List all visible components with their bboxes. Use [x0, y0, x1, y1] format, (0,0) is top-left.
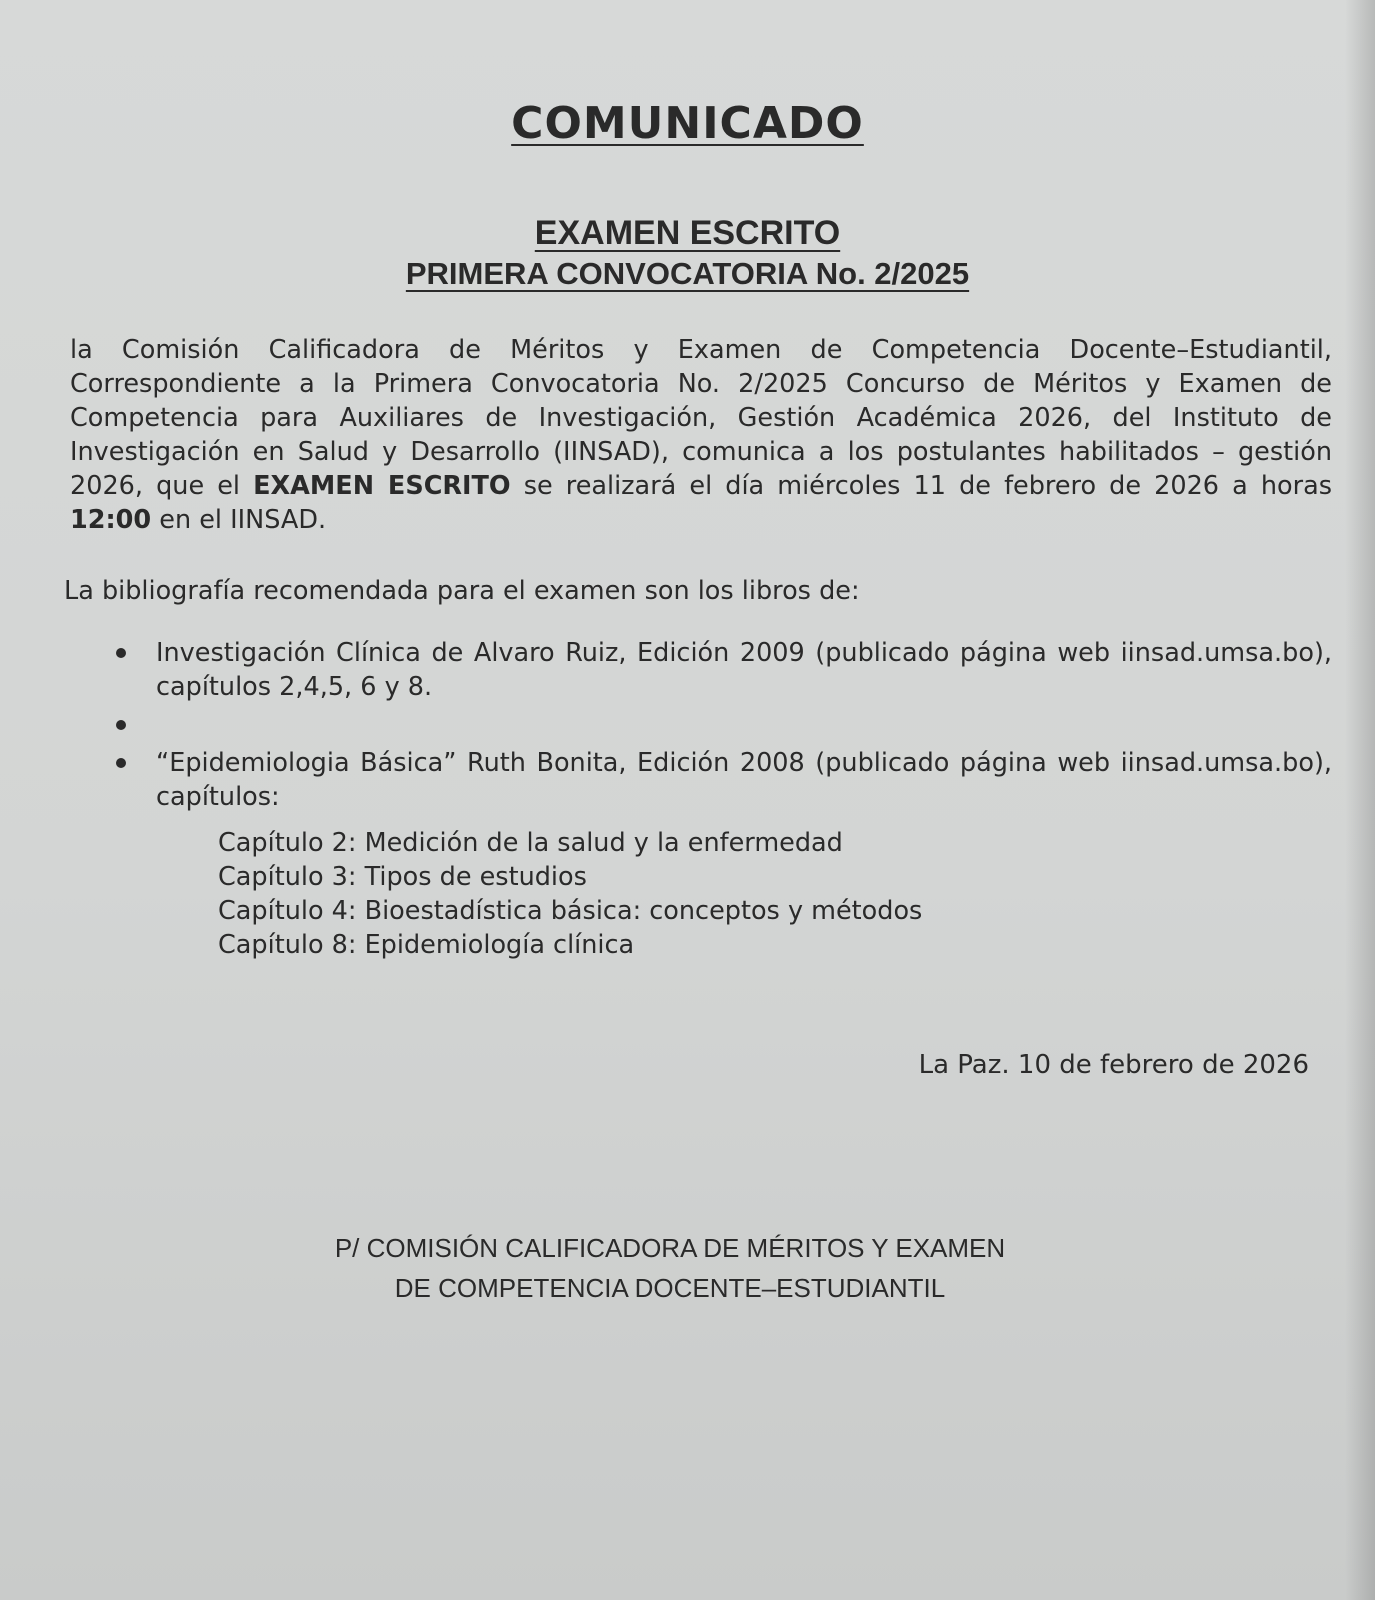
bullet-icon: [116, 758, 126, 768]
bibliography-list: [110, 636, 1332, 814]
body-text-part1: la Comisión Calificadora de Méritos y Examen de Competencia Docente–Estudiantil, Correspondiente a la Primera Convocatoria No. 2/2025 Concurso de Méritos y Examen de Competencia para Auxiliares de Investigación, Gestión Académica 2026, del Instituto de Investigación en Salud y Desarrollo (IINSAD), comunica a los postulantes habilitados – gestión 2026, que el: [70, 335, 1332, 501]
signature-block: [0, 1228, 1340, 1308]
document-title-text: COMUNICADO: [511, 98, 864, 149]
chapter-item: Capítulo 4: Bioestadística básica: conceptos y métodos: [218, 896, 923, 926]
bibliography-item-text: “Epidemiologia Básica” Ruth Bonita, Edición 2008 (publicado página web iinsad.umsa.bo), capítulos:: [156, 748, 1332, 812]
bullet-icon: [116, 648, 126, 658]
list-item: [110, 708, 1332, 742]
bibliography-intro: La bibliografía recomendada para el examen son los libros de:: [64, 576, 860, 606]
document-subtitle-text: EXAMEN ESCRITO: [534, 214, 841, 252]
signature-line-2: DE COMPETENCIA DOCENTE–ESTUDIANTIL: [394, 1273, 946, 1303]
document-subtitle: [0, 214, 1375, 253]
body-bold-time: 12:00: [70, 505, 152, 535]
document-convocatoria: [0, 256, 1375, 292]
chapter-item: Capítulo 8: Epidemiología clínica: [218, 930, 635, 960]
document-convocatoria-text: PRIMERA CONVOCATORIA No. 2/2025: [405, 256, 970, 291]
document-date: La Paz. 10 de febrero de 2026: [918, 1050, 1309, 1080]
bullet-icon: [116, 720, 126, 730]
signature-line-1: P/ COMISIÓN CALIFICADORA DE MÉRITOS Y EXAMEN: [334, 1233, 1006, 1263]
document-title: [0, 98, 1375, 149]
body-bold-exam: EXAMEN ESCRITO: [253, 471, 511, 501]
chapter-item: Capítulo 3: Tipos de estudios: [218, 862, 587, 892]
body-text-part2: se realizará el día miércoles 11 de febrero de 2026 a horas: [510, 471, 1332, 501]
chapter-list: [218, 826, 1118, 962]
list-item: [110, 636, 1332, 704]
bibliography-item-text: Investigación Clínica de Alvaro Ruiz, Edición 2009 (publicado página web iinsad.umsa.bo), capítulos 2,4,5, 6 y 8.: [156, 638, 1332, 702]
body-paragraph: [70, 333, 1332, 537]
chapter-item: Capítulo 2: Medición de la salud y la enfermedad: [218, 828, 843, 858]
body-text-part3: en el IINSAD.: [151, 505, 327, 535]
list-item: [110, 746, 1332, 814]
